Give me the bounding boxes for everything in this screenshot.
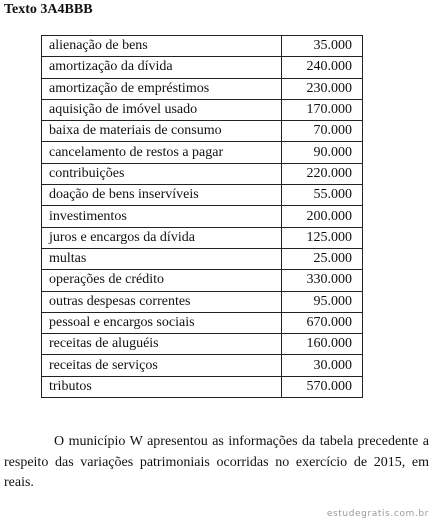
- row-name-cell: receitas de aluguéis: [42, 334, 282, 355]
- description-paragraph: O município W apresentou as informações da tabela precedente a respeito das variações patrimoniais ocorridas no exercício de 2015, em reais.: [4, 434, 429, 490]
- row-value-cell: 70.000: [282, 121, 363, 142]
- row-name-cell: multas: [42, 248, 282, 269]
- row-name-cell: outras despesas correntes: [42, 291, 282, 312]
- row-name-cell: amortização da dívida: [42, 57, 282, 78]
- table-row: [42, 78, 363, 99]
- row-value-cell: 35.000: [282, 36, 363, 57]
- row-name-cell: alienação de bens: [42, 36, 282, 57]
- table-row: [42, 121, 363, 142]
- row-value-cell: 570.000: [282, 376, 363, 397]
- row-value-cell: 160.000: [282, 334, 363, 355]
- row-name-cell: contribuições: [42, 163, 282, 184]
- table-row: [42, 99, 363, 120]
- table-row: [42, 185, 363, 206]
- table-row: [42, 376, 363, 397]
- table-row: [42, 291, 363, 312]
- row-value-cell: 170.000: [282, 99, 363, 120]
- table-row: [42, 334, 363, 355]
- table-body: [42, 36, 363, 398]
- data-table: [41, 35, 363, 398]
- table-row: [42, 206, 363, 227]
- row-name-cell: cancelamento de restos a pagar: [42, 142, 282, 163]
- row-value-cell: 670.000: [282, 312, 363, 333]
- table-row: [42, 227, 363, 248]
- row-name-cell: pessoal e encargos sociais: [42, 312, 282, 333]
- row-value-cell: 220.000: [282, 163, 363, 184]
- row-name-cell: baixa de materiais de consumo: [42, 121, 282, 142]
- table-row: [42, 355, 363, 376]
- table-row: [42, 36, 363, 57]
- page-title: Texto 3A4BBB: [4, 2, 93, 17]
- watermark: estudegratis.com.br: [326, 509, 429, 519]
- row-value-cell: 55.000: [282, 185, 363, 206]
- row-name-cell: tributos: [42, 376, 282, 397]
- row-name-cell: amortização de empréstimos: [42, 78, 282, 99]
- table-row: [42, 142, 363, 163]
- table-row: [42, 248, 363, 269]
- row-value-cell: 330.000: [282, 270, 363, 291]
- table-row: [42, 163, 363, 184]
- row-value-cell: 125.000: [282, 227, 363, 248]
- table-row: [42, 312, 363, 333]
- row-name-cell: doação de bens inservíveis: [42, 185, 282, 206]
- row-value-cell: 25.000: [282, 248, 363, 269]
- row-value-cell: 30.000: [282, 355, 363, 376]
- row-name-cell: operações de crédito: [42, 270, 282, 291]
- row-value-cell: 240.000: [282, 57, 363, 78]
- row-name-cell: aquisição de imóvel usado: [42, 99, 282, 120]
- row-value-cell: 95.000: [282, 291, 363, 312]
- table-row: [42, 57, 363, 78]
- row-name-cell: receitas de serviços: [42, 355, 282, 376]
- row-value-cell: 230.000: [282, 78, 363, 99]
- row-name-cell: juros e encargos da dívida: [42, 227, 282, 248]
- table-row: [42, 270, 363, 291]
- row-name-cell: investimentos: [42, 206, 282, 227]
- row-value-cell: 90.000: [282, 142, 363, 163]
- row-value-cell: 200.000: [282, 206, 363, 227]
